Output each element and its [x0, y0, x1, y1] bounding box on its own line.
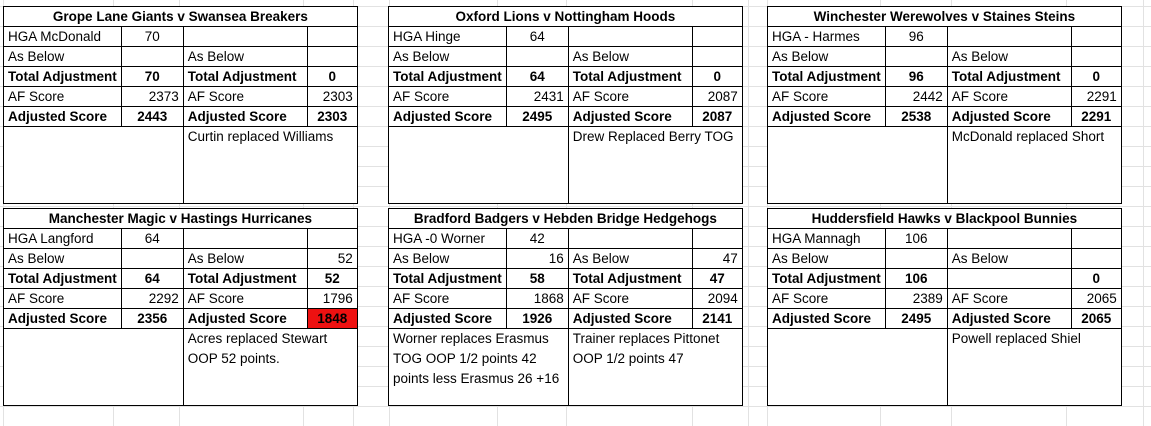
right-total-adjustment-label[interactable]: Total Adjustment: [568, 269, 692, 289]
right-notes-cell[interactable]: Drew Replaced Berry TOG: [568, 127, 742, 204]
right-notes-cell[interactable]: Powell replaced Shiel: [947, 329, 1121, 406]
left-adjusted-score-label[interactable]: Adjusted Score: [768, 107, 886, 127]
left-adjusted-score-value[interactable]: 1926: [506, 309, 568, 329]
right-adjusted-score-value[interactable]: 2087: [692, 107, 742, 127]
right-af-score-label[interactable]: AF Score: [183, 87, 307, 107]
hga-value-cell[interactable]: 64: [506, 27, 568, 47]
left-af-score-value[interactable]: 2292: [121, 289, 183, 309]
left-af-score-value[interactable]: 2389: [885, 289, 947, 309]
gridline: [0, 206, 1151, 207]
left-notes-cell[interactable]: [768, 127, 948, 204]
right-af-score-value[interactable]: 2065: [1071, 289, 1121, 309]
left-total-adjustment-value[interactable]: 96: [885, 67, 947, 87]
left-as-below-value[interactable]: [506, 47, 568, 67]
right-af-score-value[interactable]: 2303: [307, 87, 357, 107]
left-as-below-label[interactable]: As Below: [768, 249, 886, 269]
left-as-below-value[interactable]: 16: [506, 249, 568, 269]
left-as-below-value[interactable]: [885, 249, 947, 269]
left-total-adjustment-label[interactable]: Total Adjustment: [389, 269, 507, 289]
left-af-score-label[interactable]: AF Score: [389, 87, 507, 107]
left-adjusted-score-label[interactable]: Adjusted Score: [389, 309, 507, 329]
left-as-below-label[interactable]: As Below: [4, 47, 122, 67]
match-block: [3, 6, 358, 204]
right-as-below-label[interactable]: As Below: [568, 47, 692, 67]
left-as-below-label[interactable]: As Below: [389, 249, 507, 269]
empty-cell[interactable]: [692, 27, 742, 47]
left-total-adjustment-label[interactable]: Total Adjustment: [768, 269, 886, 289]
left-total-adjustment-value[interactable]: 70: [121, 67, 183, 87]
hga-label-cell[interactable]: HGA Langford: [4, 229, 122, 249]
right-as-below-value[interactable]: [692, 47, 742, 67]
hga-label-cell[interactable]: HGA Mannagh: [768, 229, 886, 249]
left-as-below-label[interactable]: As Below: [4, 249, 122, 269]
gridline: [1143, 0, 1144, 426]
right-af-score-label[interactable]: AF Score: [947, 87, 1071, 107]
right-total-adjustment-value[interactable]: 52: [307, 269, 357, 289]
match-block: [767, 6, 1122, 204]
empty-cell[interactable]: [947, 27, 1071, 47]
right-as-below-label[interactable]: As Below: [947, 249, 1071, 269]
left-adjusted-score-label[interactable]: Adjusted Score: [4, 309, 122, 329]
right-af-score-value[interactable]: 2291: [1071, 87, 1121, 107]
empty-cell[interactable]: [183, 229, 307, 249]
left-total-adjustment-label[interactable]: Total Adjustment: [389, 67, 507, 87]
hga-value-cell[interactable]: 96: [885, 27, 947, 47]
left-af-score-value[interactable]: 2442: [885, 87, 947, 107]
match-table: [388, 6, 743, 204]
empty-cell[interactable]: [1071, 27, 1121, 47]
left-adjusted-score-value[interactable]: 2495: [885, 309, 947, 329]
right-adjusted-score-label[interactable]: Adjusted Score: [568, 107, 692, 127]
right-as-below-label[interactable]: As Below: [568, 249, 692, 269]
hga-value-cell[interactable]: 106: [885, 229, 947, 249]
right-as-below-label[interactable]: As Below: [183, 249, 307, 269]
empty-cell[interactable]: [307, 229, 357, 249]
right-notes-cell[interactable]: Trainer replaces Pittonet OOP 1/2 points 47: [568, 329, 742, 406]
hga-label-cell[interactable]: HGA - Harmes: [768, 27, 886, 47]
hga-value-cell[interactable]: 70: [121, 27, 183, 47]
match-block: [388, 208, 743, 406]
left-af-score-label[interactable]: AF Score: [768, 87, 886, 107]
left-notes-cell[interactable]: Worner replaces Erasmus TOG OOP 1/2 points 42 points less Erasmus 26 +16: [389, 329, 569, 406]
right-af-score-value[interactable]: 2087: [692, 87, 742, 107]
gridline: [0, 406, 1151, 407]
left-af-score-label[interactable]: AF Score: [4, 289, 122, 309]
match-title[interactable]: Winchester Werewolves v Staines Steins: [768, 7, 1122, 27]
left-total-adjustment-value[interactable]: 64: [506, 67, 568, 87]
match-table: [388, 208, 743, 406]
left-as-below-value[interactable]: [121, 47, 183, 67]
right-total-adjustment-label[interactable]: Total Adjustment: [568, 67, 692, 87]
right-adjusted-score-value[interactable]: 2303: [307, 107, 357, 127]
gridline: [748, 0, 749, 426]
left-af-score-value[interactable]: 2373: [121, 87, 183, 107]
match-title[interactable]: Grope Lane Giants v Swansea Breakers: [4, 7, 358, 27]
empty-cell[interactable]: [568, 229, 692, 249]
left-total-adjustment-value[interactable]: 106: [885, 269, 947, 289]
right-af-score-label[interactable]: AF Score: [947, 289, 1071, 309]
left-adjusted-score-label[interactable]: Adjusted Score: [4, 107, 122, 127]
empty-cell[interactable]: [568, 27, 692, 47]
empty-cell[interactable]: [692, 229, 742, 249]
match-title[interactable]: Huddersfield Hawks v Blackpool Bunnies: [768, 209, 1122, 229]
right-af-score-value[interactable]: 2094: [692, 289, 742, 309]
left-af-score-label[interactable]: AF Score: [4, 87, 122, 107]
right-adjusted-score-value[interactable]: 2141: [692, 309, 742, 329]
left-as-below-label[interactable]: As Below: [389, 47, 507, 67]
right-as-below-value[interactable]: [1071, 249, 1121, 269]
hga-value-cell[interactable]: 64: [121, 229, 183, 249]
match-table: [767, 208, 1122, 406]
hga-label-cell[interactable]: HGA Hinge: [389, 27, 507, 47]
empty-cell[interactable]: [183, 27, 307, 47]
match-table: [3, 6, 358, 204]
left-af-score-value[interactable]: 2431: [506, 87, 568, 107]
hga-value-cell[interactable]: 42: [506, 229, 568, 249]
right-af-score-label[interactable]: AF Score: [568, 87, 692, 107]
left-as-below-label[interactable]: As Below: [768, 47, 886, 67]
match-table: [3, 208, 358, 406]
right-as-below-value[interactable]: 52: [307, 249, 357, 269]
right-total-adjustment-value[interactable]: 0: [307, 67, 357, 87]
left-notes-cell[interactable]: [4, 329, 184, 406]
right-adjusted-score-label[interactable]: Adjusted Score: [183, 107, 307, 127]
match-block: [3, 208, 358, 406]
left-total-adjustment-label[interactable]: Total Adjustment: [4, 67, 122, 87]
empty-cell[interactable]: [947, 229, 1071, 249]
left-adjusted-score-label[interactable]: Adjusted Score: [768, 309, 886, 329]
left-adjusted-score-value[interactable]: 2538: [885, 107, 947, 127]
right-notes-cell[interactable]: Curtin replaced Williams: [183, 127, 357, 204]
right-total-adjustment-label[interactable]: Total Adjustment: [947, 67, 1071, 87]
right-as-below-value[interactable]: [307, 47, 357, 67]
left-af-score-value[interactable]: 1868: [506, 289, 568, 309]
right-adjusted-score-value[interactable]: 1848: [307, 309, 357, 329]
right-af-score-value[interactable]: 1796: [307, 289, 357, 309]
right-adjusted-score-label[interactable]: Adjusted Score: [568, 309, 692, 329]
right-as-below-label[interactable]: As Below: [947, 47, 1071, 67]
match-block: [388, 6, 743, 204]
left-adjusted-score-value[interactable]: 2443: [121, 107, 183, 127]
left-as-below-value[interactable]: [885, 47, 947, 67]
match-title[interactable]: Manchester Magic v Hastings Hurricanes: [4, 209, 358, 229]
right-adjusted-score-value[interactable]: 2291: [1071, 107, 1121, 127]
right-af-score-label[interactable]: AF Score: [568, 289, 692, 309]
match-title[interactable]: Bradford Badgers v Hebden Bridge Hedgehogs: [389, 209, 743, 229]
left-notes-cell[interactable]: [4, 127, 184, 204]
right-notes-cell[interactable]: Acres replaced Stewart OOP 52 points.: [183, 329, 357, 406]
right-notes-cell[interactable]: McDonald replaced Short: [947, 127, 1121, 204]
right-adjusted-score-value[interactable]: 2065: [1071, 309, 1121, 329]
empty-cell[interactable]: [1071, 229, 1121, 249]
left-notes-cell[interactable]: [768, 329, 948, 406]
empty-cell[interactable]: [307, 27, 357, 47]
hga-label-cell[interactable]: HGA -0 Worner: [389, 229, 507, 249]
right-total-adjustment-value[interactable]: 0: [692, 67, 742, 87]
right-total-adjustment-label[interactable]: [947, 269, 1071, 289]
left-total-adjustment-label[interactable]: Total Adjustment: [768, 67, 886, 87]
left-af-score-label[interactable]: AF Score: [768, 289, 886, 309]
left-adjusted-score-label[interactable]: Adjusted Score: [389, 107, 507, 127]
left-total-adjustment-label[interactable]: Total Adjustment: [4, 269, 122, 289]
left-adjusted-score-value[interactable]: 2495: [506, 107, 568, 127]
left-total-adjustment-value[interactable]: 58: [506, 269, 568, 289]
match-block: [767, 208, 1122, 406]
match-table: [767, 6, 1122, 204]
right-af-score-label[interactable]: AF Score: [183, 289, 307, 309]
right-as-below-value[interactable]: 47: [692, 249, 742, 269]
right-total-adjustment-label[interactable]: Total Adjustment: [183, 269, 307, 289]
right-adjusted-score-label[interactable]: Adjusted Score: [183, 309, 307, 329]
left-af-score-label[interactable]: AF Score: [389, 289, 507, 309]
left-as-below-value[interactable]: [121, 249, 183, 269]
right-total-adjustment-label[interactable]: Total Adjustment: [183, 67, 307, 87]
hga-label-cell[interactable]: HGA McDonald: [4, 27, 122, 47]
left-adjusted-score-value[interactable]: 2356: [121, 309, 183, 329]
right-as-below-value[interactable]: [1071, 47, 1121, 67]
right-adjusted-score-label[interactable]: Adjusted Score: [947, 107, 1071, 127]
right-total-adjustment-value[interactable]: 0: [1071, 67, 1121, 87]
right-total-adjustment-value[interactable]: 0: [1071, 269, 1121, 289]
left-notes-cell[interactable]: [389, 127, 569, 204]
right-adjusted-score-label[interactable]: Adjusted Score: [947, 309, 1071, 329]
right-as-below-label[interactable]: As Below: [183, 47, 307, 67]
right-total-adjustment-value[interactable]: 47: [692, 269, 742, 289]
match-title[interactable]: Oxford Lions v Nottingham Hoods: [389, 7, 743, 27]
left-total-adjustment-value[interactable]: 64: [121, 269, 183, 289]
